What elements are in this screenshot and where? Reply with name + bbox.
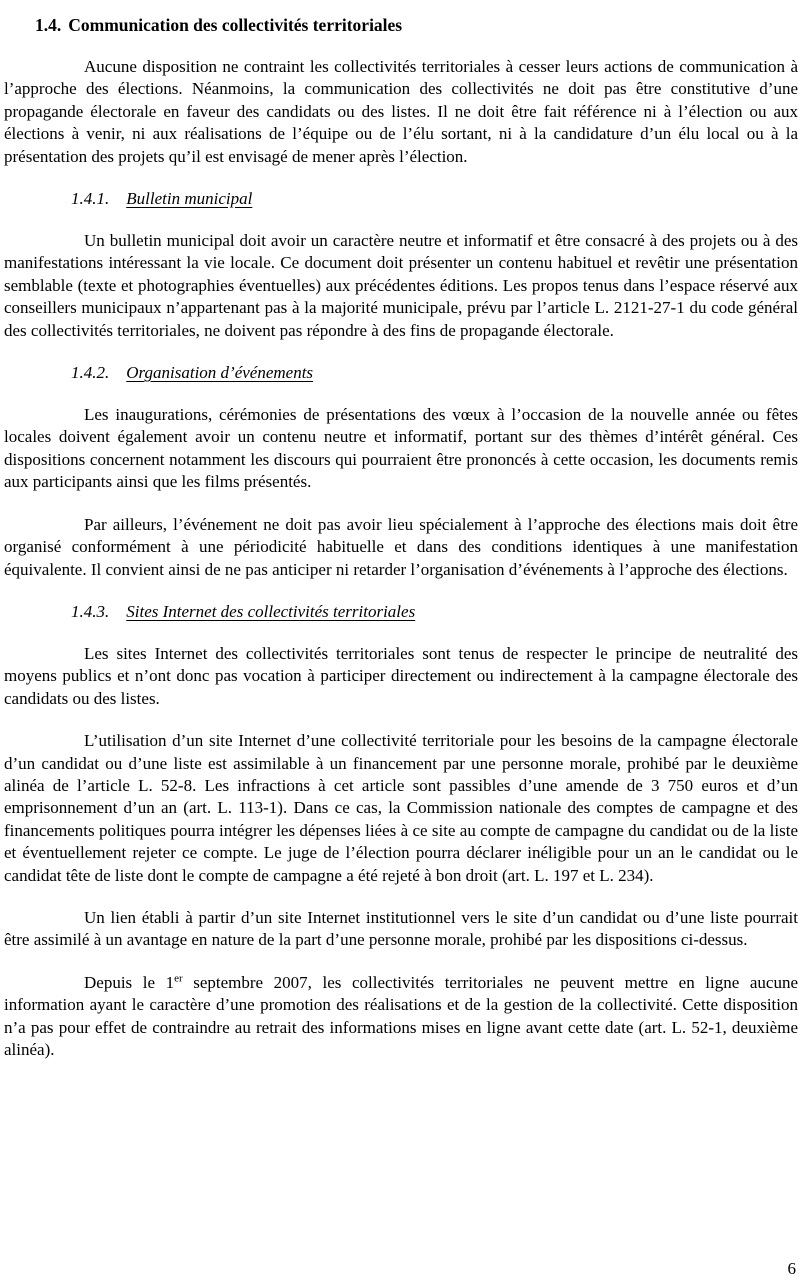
page-number: 6 bbox=[787, 1259, 796, 1278]
subsection-heading-1-4-3 bbox=[71, 601, 798, 623]
subsection-title: Bulletin municipal bbox=[126, 189, 253, 209]
section-heading bbox=[35, 14, 798, 36]
paragraph-8 bbox=[4, 972, 798, 1062]
paragraph-8-text-end: septembre 2007, les collectivités territoriales ne peuvent mettre en ligne aucune information ayant le caractère d’une promotion des réalisations et de la gestion de la collectivité. Cette disposition n’a pas pour effet de contraindre au retrait des informations mises en ligne avant cette date (art. L. 52-1, deuxième alinéa). bbox=[4, 972, 799, 1059]
section-heading-title: Communication des collectivités territoriales bbox=[68, 15, 403, 35]
paragraph-3: Les inaugurations, cérémonies de présentations des vœux à l’occasion de la nouvelle année ou fêtes locales doivent également avoir un contenu neutre et informatif, portant sur des thèmes d’intérêt général. Ces dispositions concernent notamment les discours qui pourraient être prononcés à cette occasion, les documents remis aux participants ainsi que les films présentés. bbox=[4, 405, 798, 492]
paragraph-4: Par ailleurs, l’événement ne doit pas avoir lieu spécialement à l’approche des élections mais doit être organisé conformément à une périodicité habituelle et dans des conditions identiques à une manifestation équivalente. Il convient ainsi de ne pas anticiper ni retarder l’organisation d’événements à l’approche des élections. bbox=[4, 514, 798, 579]
paragraph-5: Les sites Internet des collectivités territoriales sont tenus de respecter le principe de neutralité des moyens publics et n’ont donc pas vocation à participer directement ou indirectement à la campagne électorale des candidats ou des listes. bbox=[4, 643, 798, 708]
subsection-number: 1.4.3. bbox=[71, 601, 110, 621]
subsection-title: Sites Internet des collectivités territoriales bbox=[126, 601, 416, 621]
subsection-heading-1-4-2 bbox=[71, 362, 798, 384]
paragraph-2: Un bulletin municipal doit avoir un caractère neutre et informatif et être consacré à des projets ou à des manifestations intéressant la vie locale. Ce document doit présenter un contenu habituel et revêtir une présentation semblable (texte et photographies éventuelles) aux précédentes éditions. Les propos tenus dans l’espace réservé aux conseillers municipaux n’appartenant pas à la majorité municipale, prévu par l’article L. 2121-27-1 du code général des collectivités territoriales, ne doivent pas répondre à des fins de propagande électorale. bbox=[4, 231, 798, 340]
section-heading-number: 1.4. bbox=[35, 15, 62, 35]
subsection-number: 1.4.2. bbox=[71, 363, 110, 383]
subsection-title: Organisation d’événements bbox=[126, 363, 314, 383]
subsection-heading-1-4-1 bbox=[71, 188, 798, 210]
ordinal-superscript: er bbox=[174, 972, 183, 985]
paragraph-7: Un lien établi à partir d’un site Internet institutionnel vers le site d’un candidat ou d’une liste pourrait être assimilé à un avantage en nature de la part d’une personne morale, prohibé par les dispositions ci-dessus. bbox=[4, 907, 798, 950]
paragraph-1: Aucune disposition ne contraint les collectivités territoriales à cesser leurs actions de communication à l’approche des élections. Néanmoins, la communication des collectivités ne doit pas être constitutive d’une propagande électorale en faveur des candidats ou des listes. Il ne doit être fait référence ni à l’élection ou aux élections à venir, ni aux réalisations de l’équipe ou de l’élu sortant, ni à la candidature d’un élu local ou à la présentation des projets qu’il est envisagé de mener après l’élection. bbox=[4, 57, 798, 166]
subsection-number: 1.4.1. bbox=[71, 189, 110, 209]
paragraph-6: L’utilisation d’un site Internet d’une collectivité territoriale pour les besoins de la campagne électorale d’un candidat ou d’une liste est assimilable à un financement par une personne morale, prohibé par le deuxième alinéa de l’article L. 52-8. Les infractions à cet article sont passibles d’une amende de 3 750 euros et d’un emprisonnement d’un an (art. L. 113-1). Dans ce cas, la Commission nationale des comptes de campagne et des financements politiques pourra intégrer les dépenses liées à ce site au compte de campagne du candidat ou de la liste et éventuellement rejeter ce compte. Le juge de l’élection pourra déclarer inéligible pour un an le candidat ou le candidat tête de liste dont le compte de campagne a été rejeté à bon droit (art. L. 197 et L. 234). bbox=[4, 731, 798, 885]
paragraph-8-text-start: Depuis le 1 bbox=[84, 972, 175, 992]
